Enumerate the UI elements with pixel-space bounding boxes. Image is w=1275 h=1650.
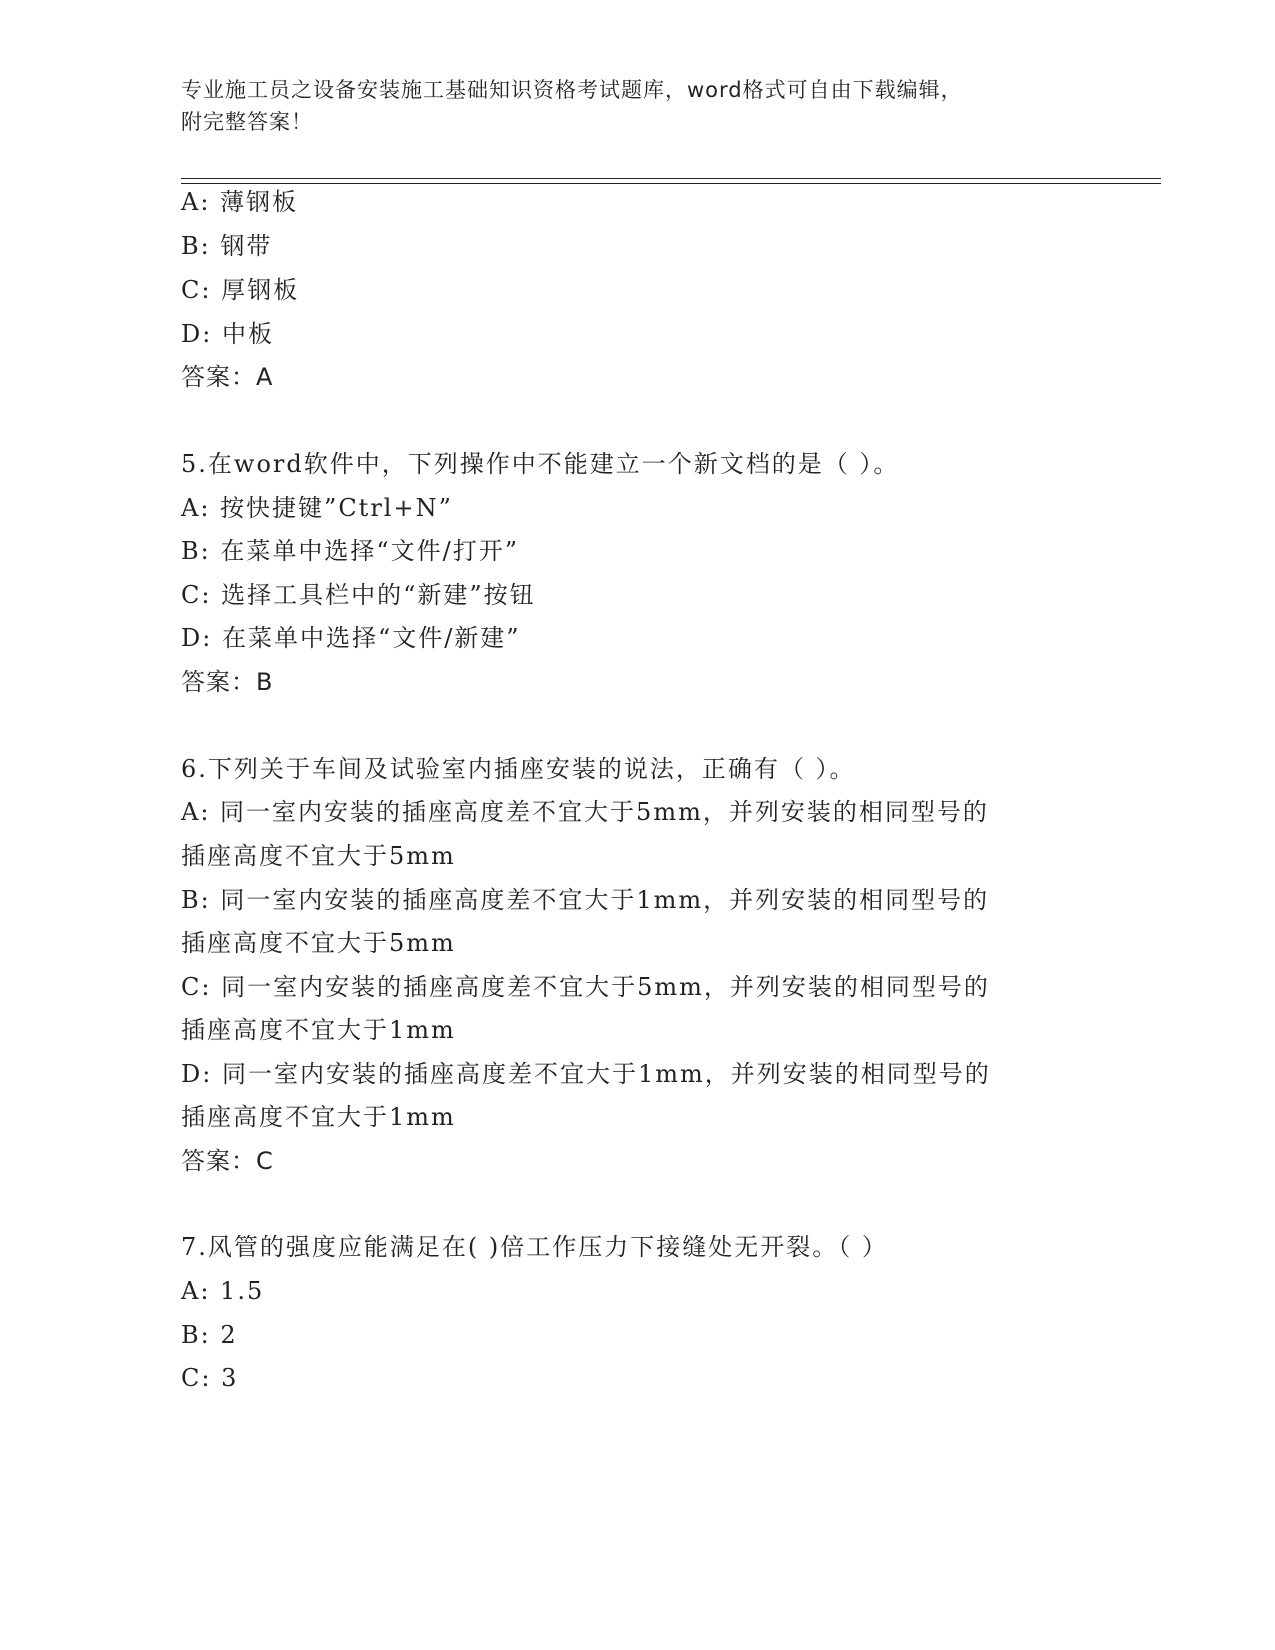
header-divider (181, 178, 1161, 184)
option-d: D: 中板 (181, 320, 274, 348)
answer-line: 答案：A (181, 363, 274, 391)
option-b: B: 钢带 (181, 232, 273, 260)
q7-option-c: C: 3 (181, 1364, 239, 1392)
header-line-2: 附完整答案！ (181, 110, 313, 134)
q5-option-c: C: 选择工具栏中的“新建”按钮 (181, 581, 536, 609)
question-5: 5.在word软件中，下列操作中不能建立一个新文档的是（ ）。 (181, 450, 900, 478)
option-a: A: 薄钢板 (181, 188, 299, 216)
q6-option-d: D: 同一室内安装的插座高度差不宜大于1mm，并列安装的相同型号的 (181, 1060, 991, 1088)
q5-option-d: D: 在菜单中选择“文件/新建” (181, 624, 521, 652)
q7-option-b: B: 2 (181, 1321, 238, 1349)
q6-option-c-cont: 插座高度不宜大于1mm (181, 1016, 456, 1044)
question-7: 7.风管的强度应能满足在( )倍工作压力下接缝处无开裂。（ ） (181, 1233, 888, 1261)
q6-option-a-cont: 插座高度不宜大于5mm (181, 842, 456, 870)
q5-option-a: A: 按快捷键”Ctrl+N” (181, 494, 453, 522)
q6-answer: 答案：C (181, 1147, 274, 1175)
question-6: 6.下列关于车间及试验室内插座安装的说法，正确有（ ）。 (181, 755, 856, 783)
q6-option-a: A: 同一室内安装的插座高度差不宜大于5mm，并列安装的相同型号的 (181, 798, 989, 826)
q6-option-d-cont: 插座高度不宜大于1mm (181, 1103, 456, 1131)
option-c: C: 厚钢板 (181, 276, 300, 304)
q7-option-a: A: 1.5 (181, 1277, 265, 1305)
document-header (181, 74, 1081, 138)
header-line-1: 专业施工员之设备安装施工基础知识资格考试题库，word格式可自由下载编辑， (181, 78, 963, 102)
q6-option-b: B: 同一室内安装的插座高度差不宜大于1mm，并列安装的相同型号的 (181, 886, 990, 914)
q6-option-c: C: 同一室内安装的插座高度差不宜大于5mm，并列安装的相同型号的 (181, 973, 990, 1001)
q5-answer: 答案：B (181, 668, 274, 696)
q5-option-b: B: 在菜单中选择“文件/打开” (181, 537, 519, 565)
q6-option-b-cont: 插座高度不宜大于5mm (181, 929, 456, 957)
